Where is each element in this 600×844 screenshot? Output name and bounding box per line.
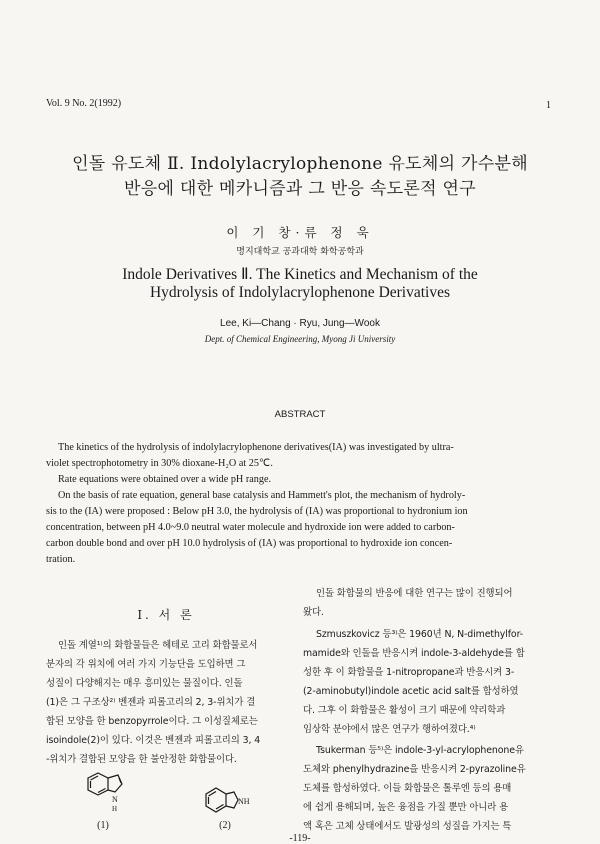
korean-affiliation: 명지대학교 공과대학 화학공학과 — [236, 247, 364, 257]
body-line: isoindole(2)이 있다. 이것은 벤젠과 피롤고리의 3, 4 — [46, 735, 261, 746]
body-line: 다. 그후 이 화합물은 활성이 크기 때문에 약리학과 — [303, 705, 506, 716]
page-footer-number: -119- — [289, 833, 311, 844]
body-line: 인돌 화합물의 반응에 대한 연구는 많이 진행되어 — [316, 588, 513, 599]
indole-nitrogen-label: N — [112, 795, 118, 804]
english-authors: Lee, Ki—Chang · Ryu, Jung—Wook — [220, 318, 380, 329]
pyrrole-ring — [108, 775, 122, 792]
abstract-line: tration. — [46, 554, 76, 565]
body-line: 에 쉽게 용해되며, 높은 융점을 가질 뿐만 아니라 용 — [303, 802, 509, 813]
structure-label-2: (2) — [219, 820, 231, 831]
body-line: (2-aminobutyl)indole acetic acid salt를 합성하였 — [303, 686, 519, 697]
abstract-heading: ABSTRACT — [274, 409, 326, 420]
body-line: 성질이 다양해지는 매우 흥미있는 물질이다. 인돌 — [46, 678, 243, 689]
body-line: 액 혹은 고체 상태에서도 발광성의 성질을 가지는 특 — [303, 821, 512, 832]
page-number-top: 1 — [546, 100, 551, 111]
abstract-line: On the basis of rate equation, general base catalysis and Hammett's plot, the mechanism of hydroly- — [58, 490, 466, 501]
structure-label-1: (1) — [97, 820, 109, 831]
isoindole-nh-label: NH — [238, 797, 250, 806]
abstract-line: violet spectrophotometry in 30% dioxane-H₂O at 25℃. — [46, 458, 273, 469]
section-heading-introduction: I. 서 론 — [137, 608, 195, 622]
korean-authors: 이 기 창·류 정 욱 — [226, 225, 374, 240]
body-line: 임상학 분야에서 많은 연구가 행하여졌다.⁴⁾ — [303, 724, 476, 735]
abstract-line: sis to the (IA) were proposed : Below pH 3.0, the hydrolysis of (IA) was proportional to hydronium ion — [46, 506, 468, 517]
body-line: 합된 모양을 한 benzopyrrole이다. 그 이성질체로는 — [46, 716, 258, 727]
english-affiliation: Dept. of Chemical Engineering, Myong Ji University — [204, 334, 396, 344]
body-line: 도체를 합성하였다. 이들 화합물은 톨루엔 등의 용매 — [303, 783, 512, 794]
body-line: (1)은 그 구조상²⁾ 벤젠과 피롤고리의 2, 3-위치가 결 — [46, 697, 256, 708]
abstract-line: Rate equations were obtained over a wide pH range. — [58, 474, 272, 485]
body-line: 왔다. — [303, 607, 324, 618]
body-line: 성한 후 이 화합물을 1-nitropropane과 반응시켜 3- — [303, 667, 515, 678]
korean-title-line-2: 반응에 대한 메카니즘과 그 반응 속도론적 연구 — [124, 179, 476, 199]
body-line: mamide와 인돌을 반응시켜 indole-3-aldehyde를 합 — [303, 648, 525, 659]
abstract-line: carbon double bond and over pH 10.0 hydrolysis of (IA) was proportional to hydroxide ion concen- — [46, 538, 453, 549]
body-line: Szmuszkovicz 등³⁾은 1960년 N, N-dimethylfor- — [316, 629, 524, 640]
body-line: -위치가 결합된 모양을 한 불안정한 화합물이다. — [46, 754, 237, 765]
abstract-line: concentration, between pH 4.0~9.0 neutral water molecule and hydroxide ion were added to carbon- — [46, 522, 455, 533]
korean-title-line-1: 인돌 유도체 Ⅱ. Indolylacrylophenone 유도체의 가수분해 — [72, 154, 528, 174]
body-line: 도체와 phenylhydrazine을 반응시켜 2-pyrazoline유 — [303, 764, 526, 775]
english-title-line-2: Hydrolysis of Indolylacrylophenone Derivatives — [149, 284, 451, 301]
isoindole-structure — [200, 784, 256, 818]
journal-volume: Vol. 9 No. 2(1992) — [46, 98, 122, 109]
english-title-line-1: Indole Derivatives Ⅱ. The Kinetics and Mechanism of the — [122, 266, 478, 283]
indole-hydrogen-label: H — [112, 805, 118, 813]
body-line: Tsukerman 등⁵⁾은 indole-3-yl-acrylophenone유 — [316, 745, 524, 756]
body-line: 인돌 계열¹⁾의 화합물들은 헤테로 고리 화합물로서 — [58, 640, 258, 651]
pyrrole-ring — [226, 792, 238, 808]
indole-structure — [78, 771, 128, 813]
body-line: 분자의 각 위치에 여러 가지 기능단을 도입하면 그 — [46, 659, 246, 670]
abstract-line: The kinetics of the hydrolysis of indolylacrylophenone derivatives(IA) was investigated by ultra- — [58, 442, 454, 453]
